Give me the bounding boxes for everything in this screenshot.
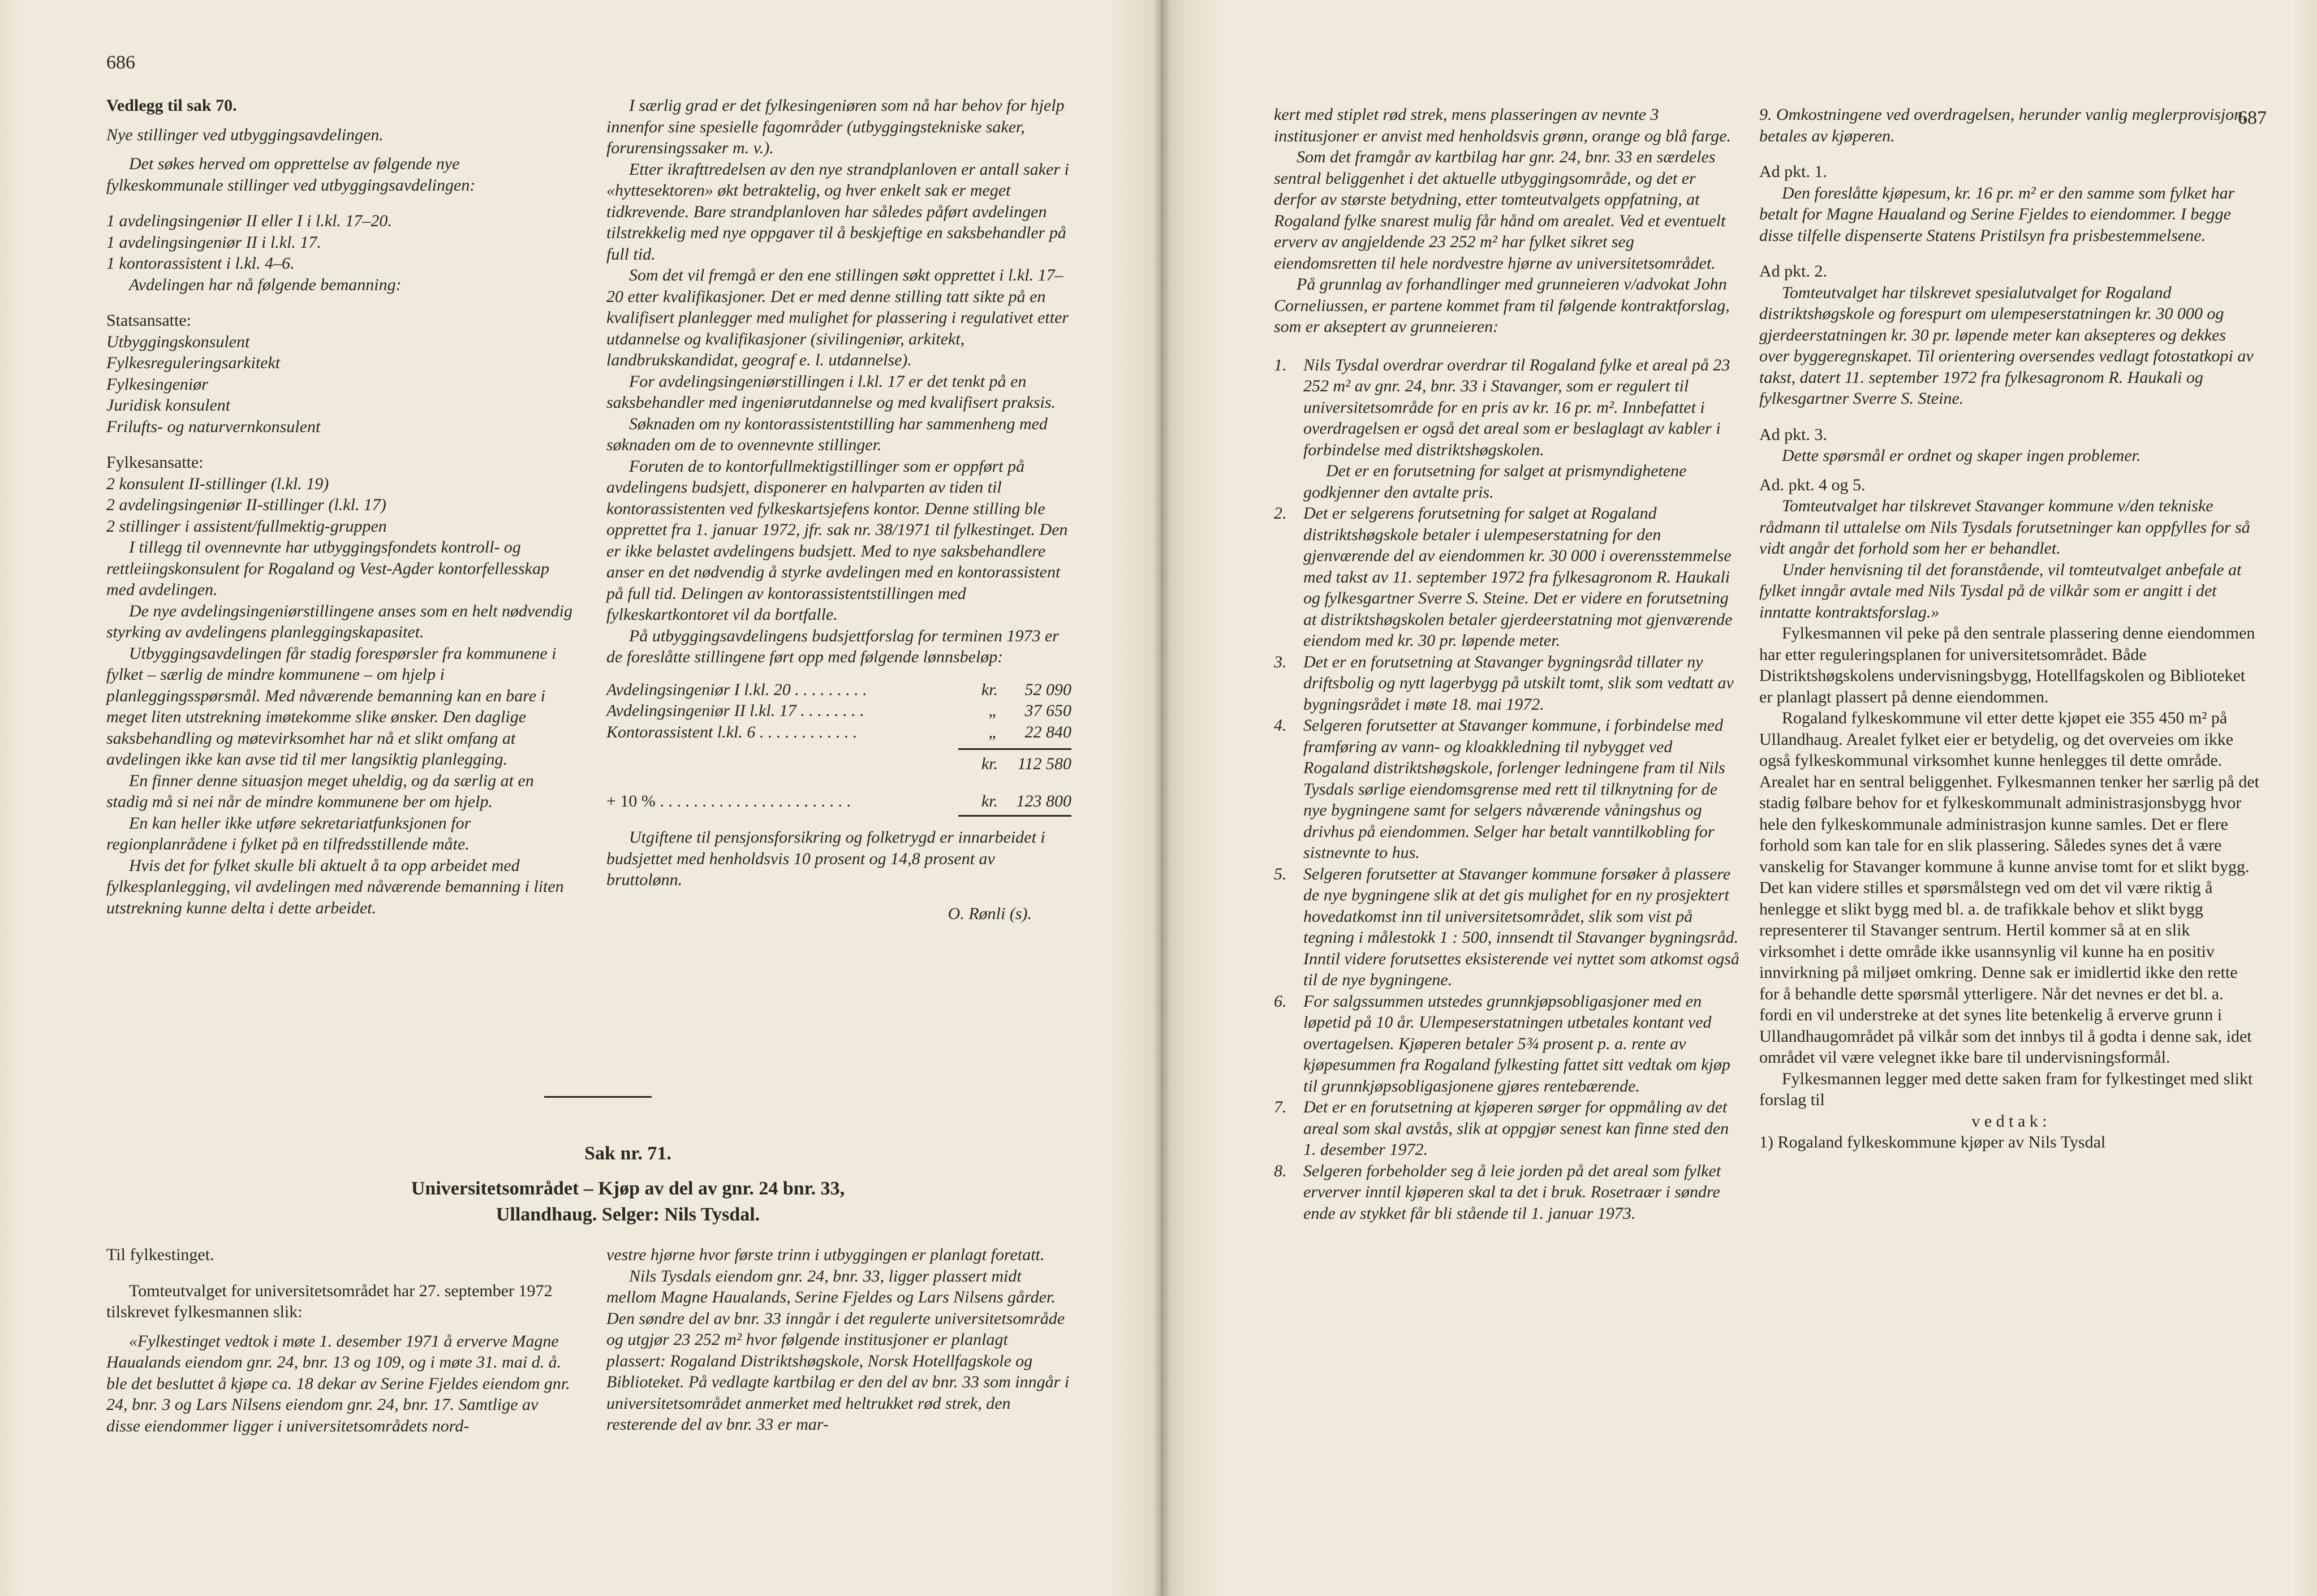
paragraph: Foruten de to kontorfullmektigstillinger som er oppført på avdelingens budsjett, disponerer en halvparten av tiden til kontorassistenten ved fylkeskartsjefens kontor. Denne stilling ble opprettet fra 1. januar 1972, jfr. sak nr. 38/1971 til fylkestinget. Den er ikke belastet avdelingens budsjett. Med to nye saksbehandlere anser en det nødvendig å styrke avdelingen med en kontorassistent på full tid. Delingen av kontorassistentstillingen med fylkeskartkontoret vil da bortfalle. [606,456,1068,624]
paragraph: Tomteutvalget har tilskrevet spesialutvalget for Rogaland distriktshøgskole og forespurt om ulempeserstatningen kr. 30 000 og gjerdeerstatningen kr. 30 pr. løpende meter kan aksepteres og dekkes over byggeregnskapet. Til orientering oversendes vedlagt fotostatkopi av takst, datert 11. september 1972 fra fylkesagronom R. Haukali og fylkesgartner Sverre S. Steine. [1759,283,2254,408]
budget-currency: „ [988,701,998,720]
spacer [1759,246,2259,261]
item-number: 1. [1274,355,1287,374]
budget-total [606,791,1071,812]
paragraph: På utbyggingsavdelingens budsjettforslag for terminen 1973 er de foreslåtte stillingene ført opp med følgende lønnsbeløp: [606,626,1059,666]
paragraph: 2 konsulent II-stillinger (l.kl. 19) [106,474,329,493]
budget-row [606,679,1071,701]
left-column-1-bottom [106,1244,576,1437]
item-text: Selgeren forbeholder seg å leie jorden på det areal som fylket erverver inntil kjøperen skal ta det i bruk. Rosetraær i søndre ende av stykket får bli stående til 1. januar 1973. [1303,1161,1721,1223]
paragraph: 1 kontorassistent i l.kl. 4–6. [106,254,295,273]
budget-currency: „ [988,722,998,741]
item-number: 6. [1274,991,1287,1011]
percent-line: + 10 % . . . . . . . . . . . . . . . . . . . . . . . [606,791,851,810]
sak-title-line-2: Ullandhaug. Selger: Nils Tysdal. [496,1204,760,1225]
budget-currency: kr. [981,680,998,699]
paragraph: Fylkesansatte: [106,453,204,472]
paragraph: Under henvisning til det foranstående, vil tomteutvalget anbefale at fylket inngår avtale med Nils Tysdal på de vilkår som er angitt i det inntatte kontraktsforslag.» [1759,560,2242,622]
total-amount: 123 800 [1016,791,1071,810]
item-text: For salgssummen utstedes grunnkjøpsobligasjoner med en løpetid på 10 år. Ulempeserstatningen utbetales kontant ved overtagelsen. Kjøperen betaler 5¾ prosent p. a. rente av kjøpesummen fra Rogaland fylkesting fattet sitt vedtak om kjøp til grunnkjøpsobligasjonene gjøres rentebærende. [1303,991,1730,1095]
spacer [1759,467,2259,475]
paragraph: Som det framgår av kartbilag har gnr. 24, bnr. 33 en særdeles sentral beliggenhet i det aktuelle utbyggingsområde, og det er derfor av største betydning, etter tomteutvalgets oppfatning, at Rogaland fylke snarest mulig får hånd om arealet. Ved et eventuelt erverv av angjeldende 23 252 m² har fylket sikret seg eiendomsretten til hele nordvestre hjørne av universitetsområdet. [1274,148,1726,273]
paragraph: Juridisk konsulent [106,396,231,415]
paragraph: Det søkes herved om opprettelse av følgende nye fylkeskommunale stillinger ved utbyggingsavdelingen: [106,154,476,195]
paragraph: Ad. pkt. 4 og 5. [1759,475,1866,494]
paragraph: Statsansatte: [106,311,191,330]
paragraph: Fylkesingeniør [106,374,208,394]
sum-rule [958,748,1071,750]
item-number: 4. [1274,716,1287,735]
paragraph: Tomteutvalget har tilskrevet Stavanger kommune v/den tekniske rådmann til uttalelse om Nils Tysdals forutsetninger kan oppfylles for så vidt angår det forhold som her er behandlet. [1759,497,2250,558]
paragraph: Dette spørsmål er ordnet og skaper ingen problemer. [1782,446,2141,465]
paragraph: Vedlegg til sak 70. [106,96,237,115]
paragraph: Fylkesmannen vil peke på den sentrale plassering denne eiendommen har etter reguleringsplanen for universitetsområdet. Både Distriktshøgskolens undervisningsbygg, Hotellfagskolen og Biblioteket er planlagt plassert på denne eiendommen. [1759,624,2255,706]
item-text: Det er en forutsetning for salget at prismyndighetene godkjenner den avtalte pris. [1303,461,1687,502]
paragraph: Ad pkt. 1. [1759,162,1827,181]
spacer [106,196,576,210]
spacer [1759,146,2259,161]
right-column-1-intro [1274,104,1741,338]
paragraph: Utbyggingsavdelingen får stadig forespørsler fra kommunene i fylket – særlig de mindre kommunene – om hjelp i planleggingsspørsmål. Med nåværende bemanning kan en bare i meget liten utstrekning imøtekomme slike ønsker. Den daglige saksbehandling og møtevirksomhet har nå et slikt omfang at avdelingen ikke kan avse tid til mer langsiktig planlegging. [106,644,557,769]
item-number: 7. [1274,1098,1287,1116]
paragraph: Utbyggingskonsulent [106,332,250,351]
contract-item [1274,460,1741,503]
subtotal-currency: kr. [981,754,998,773]
section-divider [544,1096,652,1098]
paragraph: Tomteutvalget for universitetsområdet har 27. september 1972 tilskrevet fylkesmannen slik: [106,1281,553,1321]
paragraph: Etter ikrafttredelsen av den nye strandplanloven er antall saker i «hyttesektoren» økt betraktelig, og hver enkelt sak er meget tidkrevende. Bare strandplanloven har således påført avdelingen tilstrekkelig med nye oppgaver til å beskjeftige en saksbehandler på full tid. [606,159,1069,264]
spacer [106,295,576,310]
signature: O. Rønli (s). [948,904,1032,923]
spacer [106,145,576,153]
budget-label: Avdelingsingeniør I l.kl. 20 . . . . . . . . . [606,680,867,699]
spacer [106,437,576,452]
paragraph: 1) Rogaland fylkeskommune kjøper av Nils Tysdal [1759,1133,2106,1151]
total-currency: kr. [981,791,998,810]
paragraph: I tillegg til ovennevnte har utbyggingsfondets kontroll- og rettleiingskonsulent for Rogaland og Vest-Agder kontorfellesskap med avdelingen. [106,538,549,599]
sak-heading: Sak nr. 71. [584,1143,671,1164]
budget-table [606,679,1071,743]
item-text: Selgeren forutsetter at Stavanger kommune, i forbindelse med framføring av vann- og kloakkledning til nybygget ved Rogaland distriktshøgskole, forlenger ledningene fram til Nils Tysdals sørlige eiendomsgrense med rett til tilknytning for de nye bygningene samt for selgers nåværende våningshus og drivhus på eiendommen. Selger har betalt vanntilkobling for sistnevnte to hus. [1303,716,1725,862]
paragraph: Til fylkestinget. [106,1245,214,1264]
book-gutter [1153,0,1170,1596]
item-text: Det er en forutsetning at Stavanger bygningsråd tillater ny driftsbolig og nytt lagerbygg på utskilt tomt, slik som vedtatt av bygningsrådet i møte 18. mai 1972. [1303,652,1734,714]
paragraph: Nils Tysdals eiendom gnr. 24, bnr. 33, ligger plassert midt mellom Magne Haualands, Serine Fjeldes og Lars Nilsens gårder. Den søndre del av bnr. 33 inngår i det regulerte universitetsområde og utgjør 23 252 m² hvor følgende institusjoner er planlagt plassert: Rogaland Distriktshøgskole, Norsk Hotellfagskole og Biblioteket. På vedlagte kartbilag er den del av bnr. 33 som inngår i universitetsområdet anmerket med heltrukket rød strek, den resterende del av bnr. 33 er mar- [606,1266,1070,1434]
subtotal-amount: 112 580 [1017,754,1071,773]
contract-item [1274,1097,1741,1161]
paragraph: Som det vil fremgå er den ene stillingen søkt opprettet i l.kl. 17–20 etter kvalifikasjoner. Det er med denne stilling tatt sikte på en kvalifisert planlegger med mulighet for plassering i regulativet etter utdannelse og kvalifikasjoner (sivilingeniør, arkitekt, landbrukskandidat, geograf e. l. utdannelse). [606,266,1069,369]
paragraph: Rogaland fylkeskommune vil etter dette kjøpet eie 355 450 m² på Ullandhaug. Arealet fylket eier er betydelig, og det overveies om ikke også fylkeskommunal virksomhet kunne henlegges til dette område. Arealet har en sentral beliggenhet. Fylkesmannen tenker her særlig på det stadig følbare behov for et fylkeskommunalt administrasjonsbygg hvor hele den fylkeskommunale administrasjon kunne samles. Det er flere forhold som kan tale for en slik plassering. Således synes det å være vanskelig for Stavanger kommune å kunne anvise tomt for et slikt bygg. Det kan videre stilles et spørsmålstegn ved om det vil være riktig å henlegge et slikt bygg med bl. a. de trafikkale behov et slikt bygg representerer til Stavanger sentrum. Hertil kommer så at en slik virksomhet i dette område ikke usannsynlig vil kunne ha en positiv innvirkning på miljøet omkring. Denne sak er imidlertid ikke den rette for å behandle dette spørsmål ytterligere. Når det nevnes er det bl. a. fordi en vil understreke at det synes lite betenkelig å erverve grunn i Ullandhaugområdet på vilkår som det innbys til å godta i denne sak, idet området vil være velegnet ikke bare til undervisningsformål. [1759,709,2259,1067]
paragraph: 9. Omkostningene ved overdragelsen, herunder vanlig meglerprovisjon, betales av kjøperen. [1759,105,2247,145]
contract-item [1274,715,1741,864]
contract-item [1274,355,1741,461]
contract-item [1274,503,1741,652]
contract-item [1274,652,1741,715]
paragraph: Fylkesmannen legger med dette saken fram for fylkestinget med slikt forslag til [1759,1069,2253,1109]
contract-list [1274,355,1741,1224]
left-column-2 [606,95,1071,924]
paragraph: Nye stillinger ved utbyggingsavdelingen. [106,125,384,144]
left-column-2-text [606,95,1071,668]
paragraph: Utgiftene til pensjonsforsikring og folketrygd er innarbeidet i budsjettet med henholdsvis 10 prosent og 14,8 prosent av bruttolønn. [606,828,1045,889]
item-text: Det er selgerens forutsetning for salget at Rogaland distriktshøgskole betaler i ulempeserstatning for den gjenværende del av eiendommen kr. 30 000 i overensstemmelse med takst av 11. september 1972 fra fylkesagronom R. Haukali og fylkesgartner Sverre S. Steine. Det er videre en forutsetning at distriktshøgskolen betaler gjerdeerstatning mot gjenværende eiendom med kr. 30 pr. løpende meter. [1303,504,1733,650]
spacer [106,1266,576,1280]
paragraph: Søknaden om ny kontorassistentstilling har sammenheng med søknaden om de to ovennevnte stillinger. [606,414,1048,454]
paragraph: Ad pkt. 3. [1759,425,1827,444]
contract-item [1274,864,1741,991]
paragraph: De nye avdelingsingeniørstillingene anses som en helt nødvendig styrking av avdelingens planleggingskapasitet. [106,601,572,641]
budget-amount: 22 840 [1024,722,1071,741]
paragraph: En finner denne situasjon meget uheldig, og da særlig at en stadig må si nei når de mindre kommunene ber om hjelp. [106,771,534,811]
budget-label: Avdelingsingeniør II l.kl. 17 . . . . . . . . [606,701,864,720]
item-number: 5. [1274,864,1287,883]
paragraph: I særlig grad er det fylkesingeniøren som nå har behov for hjelp innenfor sine spesielle fagområder (utbyggingstekniske saker, forurensingssaker m. v.). [606,96,1065,157]
paragraph: Avdelingen har nå følgende bemanning: [129,275,402,294]
paragraph: vestre hjørne hvor første trinn i utbyggingen er planlagt foretatt. [606,1245,1045,1264]
contract-item [1274,1161,1741,1224]
left-column-2-after [606,827,1071,891]
paragraph: kert med stiplet rød strek, mens plasseringen av nevnte 3 institusjoner er anvist med henholdsvis grønn, orange og blå farge. [1274,105,1732,145]
paragraph: Den foreslåtte kjøpesum, kr. 16 pr. m² er den samme som fylket har betalt for Magne Haualand og Serine Fjeldes to eiendommer. I begge disse tilfelle dispenserte Statens Pristilsyn fra prisbestemmelsene. [1759,183,2235,245]
item-text: Selgeren forutsetter at Stavanger kommune forsøker å plassere de nye bygningene slik at det gis mulighet for en ny prosjektert hovedatkomst inn til universitetsområdet, slik som vist på tegning i målestokk 1 : 500, innsendt til Stavanger bygningsråd. Inntil videre forutsettes eksisterende vei nyttet som atkomst også til de nye bygningene. [1303,864,1739,989]
item-number: 2. [1274,504,1287,523]
paragraph: 1 avdelingsingeniør II eller I i l.kl. 17–20. [106,212,392,230]
paragraph: 1 avdelingsingeniør II i l.kl. 17. [106,232,321,252]
paragraph: Frilufts- og naturvernkonsulent [106,417,321,436]
page-number: 687 [2238,107,2267,128]
paragraph: Hvis det for fylket skulle bli aktuelt å ta opp arbeidet med fylkesplanlegging, vil avdelingen med nåværende bemanning i liten utstrekning kunne delta i dette arbeidet. [106,856,564,917]
paragraph: 2 avdelingsingeniør II-stillinger (l.kl. 17) [106,495,386,514]
paragraph: Ad pkt. 2. [1759,262,1827,281]
paragraph: 2 stillinger i assistent/fullmektig-gruppen [106,516,387,536]
contract-item [1274,991,1741,1097]
paragraph: På grunnlag av forhandlinger med grunneieren v/advokat John Corneliussen, er partene kommet fram til følgende kontraktforslag, som er akseptert av grunneieren: [1274,275,1730,336]
budget-label: Kontorassistent l.kl. 6 . . . . . . . . . . . . [606,722,858,741]
budget-amount: 37 650 [1024,701,1071,720]
right-column-2 [1759,104,2259,1153]
budget-row [606,722,1071,743]
budget-row [606,700,1071,722]
paragraph: Fylkesreguleringsarkitekt [106,353,281,372]
paragraph: v e d t a k : [1971,1111,2047,1131]
paragraph: «Fylkestinget vedtok i møte 1. desember 1971 å erverve Magne Haualands eiendom gnr. 24, bnr. 13 og 109, og i møte 31. mai d. å. ble det besluttet å kjøpe ca. 18 dekar av Serine Fjeldes eiendom gnr. 24, bnr. 3 og Lars Nilsens eiendom gnr. 24, bnr. 17. Samtlige av disse eiendommer ligger i universitetsområdets nord- [106,1331,570,1435]
paragraph: For avdelingsingeniørstillingen i l.kl. 17 er det tenkt på en saksbehandler med ingeniørutdannelse og med kvalifisert praksis. [606,372,1056,412]
right-page [1161,0,2317,1596]
left-column-2-bottom [606,1244,1071,1435]
sak-title-line-1: Universitetsområdet – Kjøp av del av gnr. 24 bnr. 33, [411,1178,845,1199]
item-number: 8. [1274,1161,1287,1180]
paragraph: En kan heller ikke utføre sekretariatfunksjonen for regionplanrådene i fylket på en tilfredsstillende måte. [106,813,471,853]
spacer [106,117,576,124]
left-column-1 [106,95,576,918]
item-number: 3. [1274,652,1287,671]
budget-subtotal [606,753,1071,775]
item-text: Nils Tysdal overdrar overdrar til Rogaland fylke et areal på 23 252 m² av gnr. 24, bnr. 33 i Stavanger, som er regulert til universitetsområde for en pris av kr. 16 pr. m². Innbefattet i overdragelsen er også det areal som er beslaglagt av kabler i forbindelse med distriktshøgskolen. [1303,355,1730,459]
spacer [106,1323,576,1331]
item-text: Det er en forutsetning at kjøperen sørger for oppmåling av det areal som skal avstås, slik at oppgjør senest kan finne sted den 1. desember 1972. [1303,1098,1729,1159]
page-number: 686 [106,52,135,73]
right-column-1 [1274,104,1741,1224]
spacer [1759,409,2259,424]
budget-amount: 52 090 [1024,680,1071,699]
